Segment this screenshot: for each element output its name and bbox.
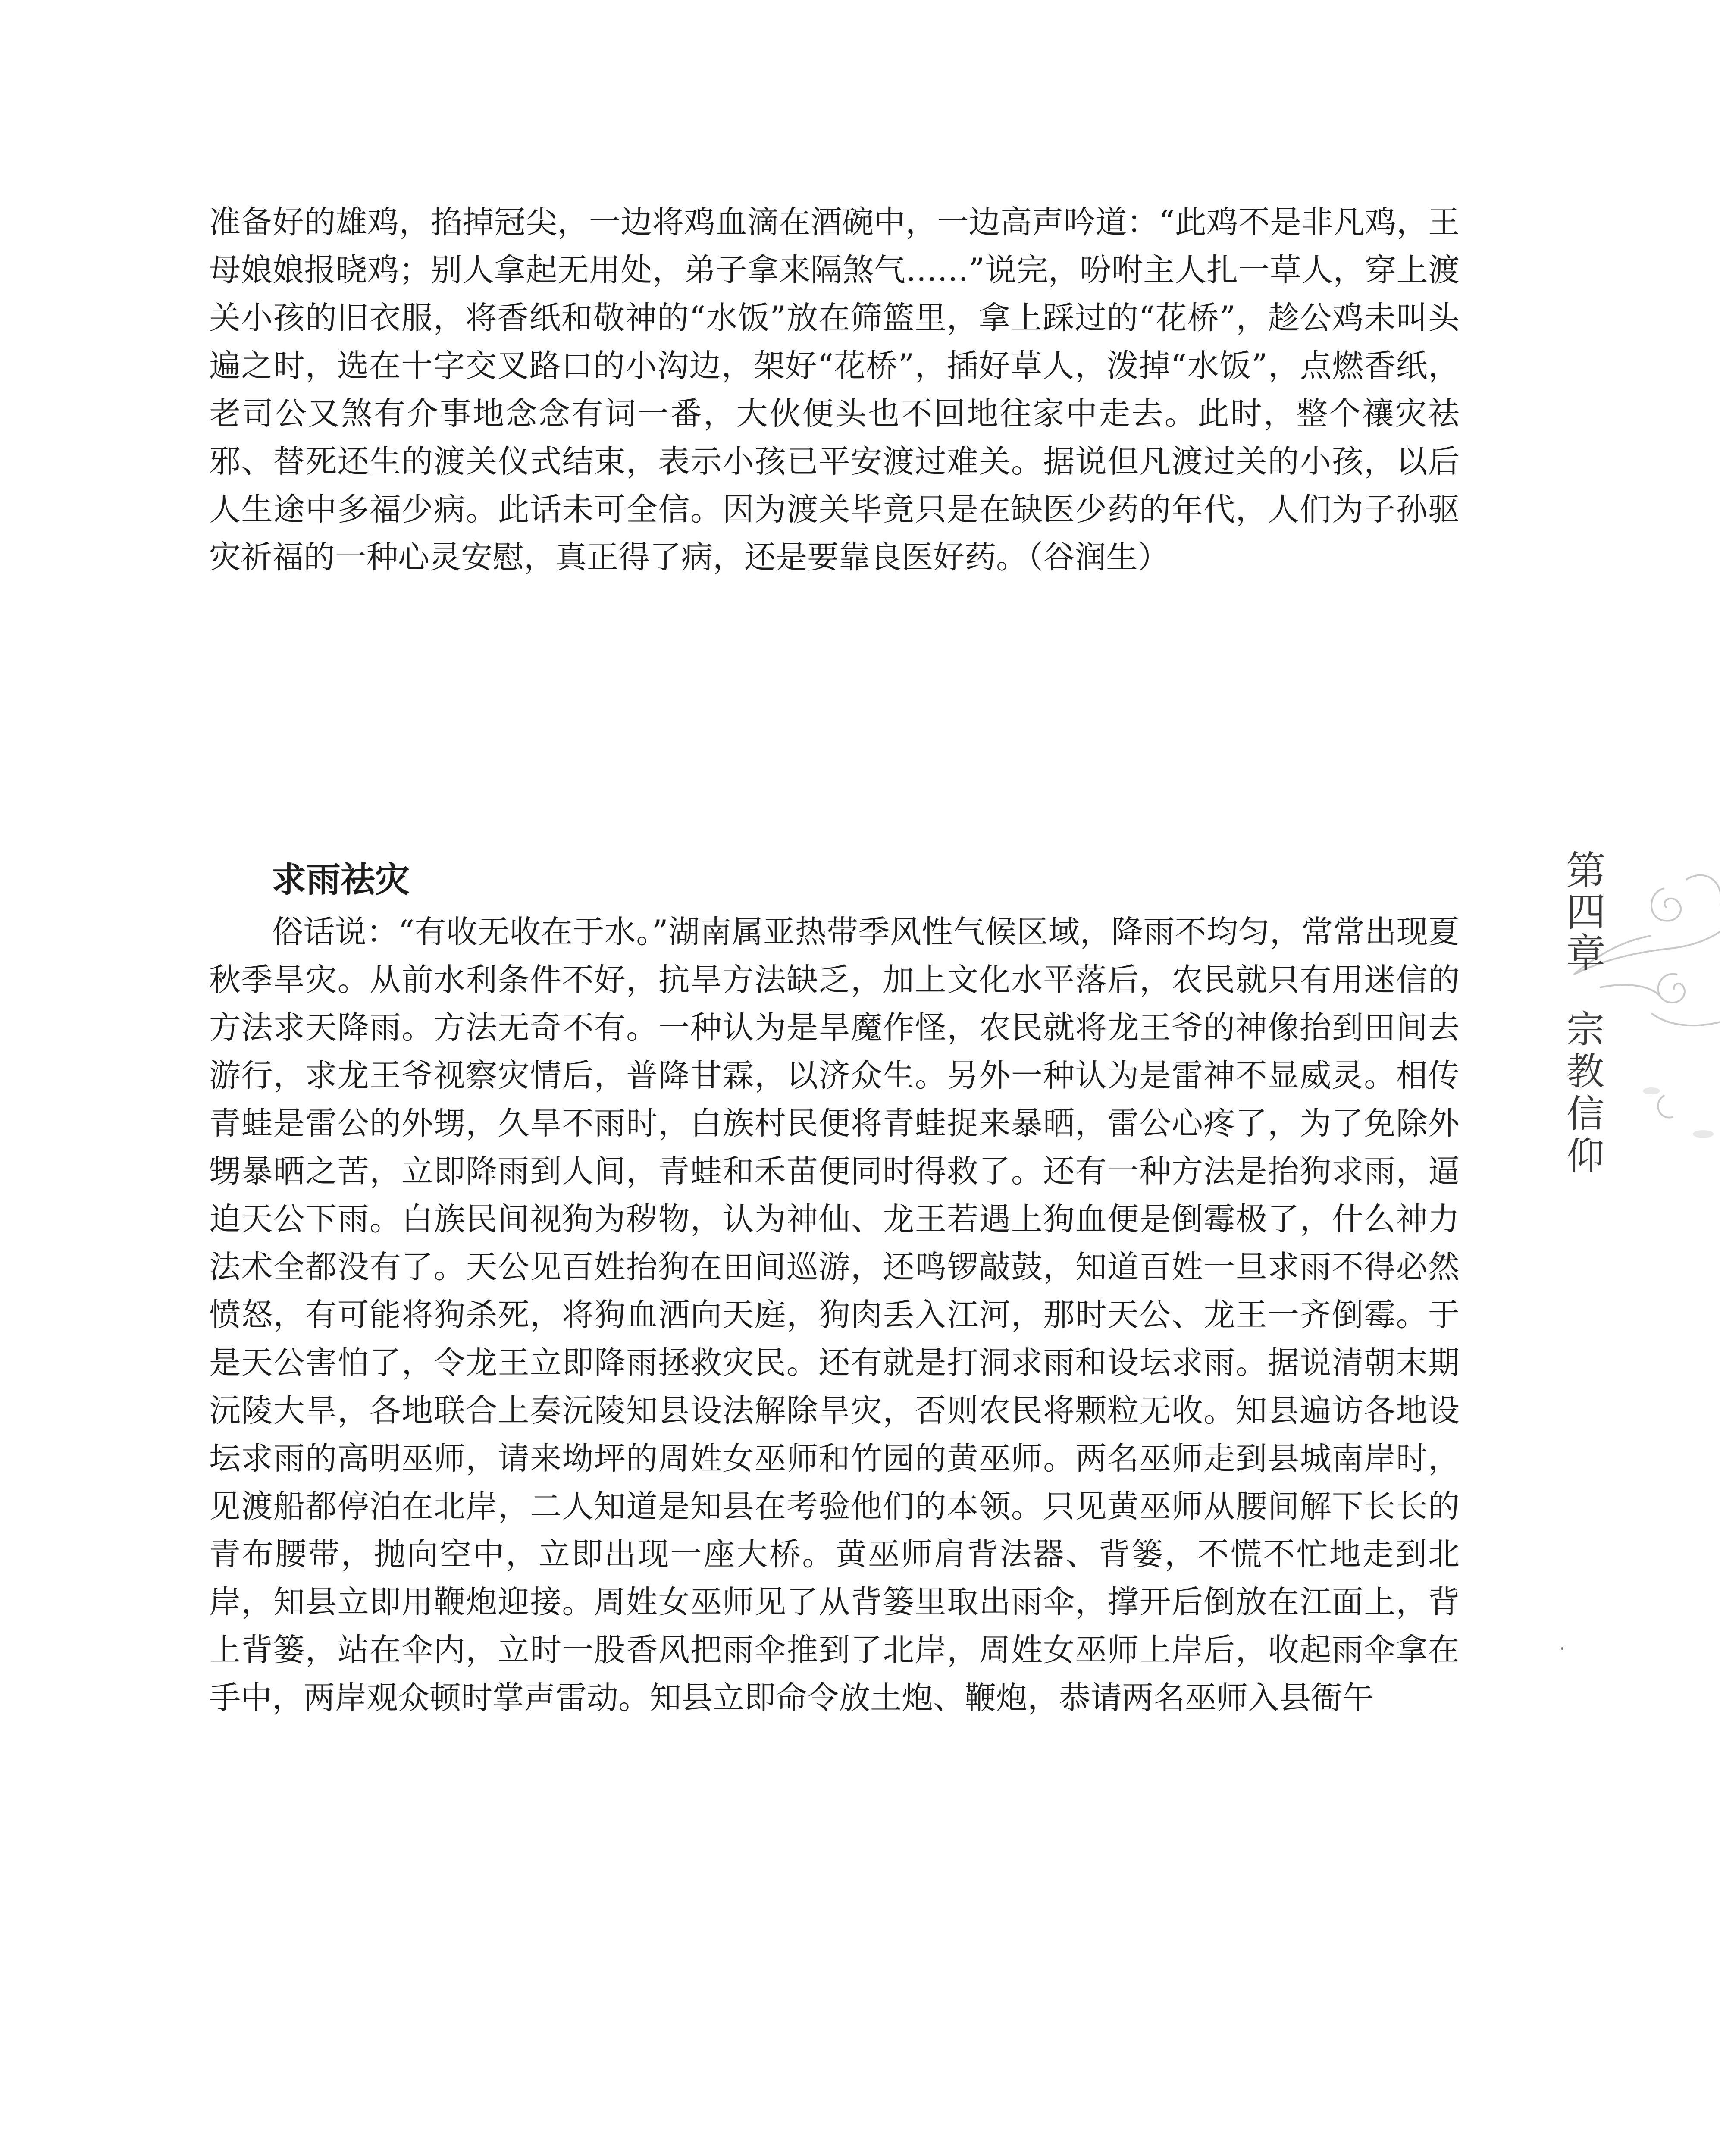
section-body-paragraph: 俗话说：“有收无收在于水。”湖南属亚热带季风性气候区域，降雨不均匀，常常出现夏秋季旱灾。从前水利条件不好，抗旱方法缺乏，加上文化水平落后，农民就只有用迷信的方法求天降雨。方法无奇不有。一种认为是旱魔作怪，农民就将龙王爷的神像抬到田间去游行，求龙王爷视察灾情后，普降甘霖，以济众生。另外一种认为是雷神不显威灵。相传青蛙是雷公的外甥，久旱不雨时，白族村民便将青蛙捉来暴晒，雷公心疼了，为了免除外甥暴晒之苦，立即降雨到人间，青蛙和禾苗便同时得救了。还有一种方法是抬狗求雨，逼迫天公下雨。白族民间视狗为秽物，认为神仙、龙王若遇上狗血便是倒霉极了，什么神力法术全都没有了。天公见百姓抬狗在田间巡游，还鸣锣敲鼓，知道百姓一旦求雨不得必然愤怒，有可能将狗杀死，将狗血洒向天庭，狗肉丢入江河，那时天公、龙王一齐倒霉。于是天公害怕了，令龙王立即降雨拯救灾民。还有就是打洞求雨和设坛求雨。据说清朝末期沅陵大旱，各地联合上奏沅陵知县设法解除旱灾，否则农民将颗粒无收。知县遍访各地设坛求雨的高明巫师，请来坳坪的周姓女巫师和竹园的黄巫师。两名巫师走到县城南岸时，见渡船都停泊在北岸，二人知道是知县在考验他们的本领。只见黄巫师从腰间解下长长的青布腰带，抛向空中，立即出现一座大桥。黄巫师肩背法器、背篓，不慌不忙地走到北岸，知县立即用鞭炮迎接。周姓女巫师见了从背篓里取出雨伞，撑开后倒放在江面上，背上背篓，站在伞内，立时一股香风把雨伞推到了北岸，周姓女巫师上岸后，收起雨伞拿在手中，两岸观众顿时掌声雷动。知县立即命令放土炮、鞭炮，恭请两名巫师入县衙午 bbox=[209, 914, 1460, 1716]
chapter-name: 宗教信仰 bbox=[1560, 1009, 1605, 1178]
section-heading: 求雨祛灾 bbox=[272, 859, 410, 900]
chapter-label: 第四章 bbox=[1560, 849, 1606, 974]
continuation-paragraph: 准备好的雄鸡，掐掉冠尖，一边将鸡血滴在酒碗中，一边高声吟道：“此鸡不是非凡鸡，王母娘娘报晓鸡；别人拿起无用处，弟子拿来隔煞气……”说完，吩咐主人扎一草人，穿上渡关小孩的旧衣服，将香纸和敬神的“水饭”放在筛篮里，拿上踩过的“花桥”，趁公鸡未叫头遍之时，选在十字交叉路口的小沟边，架好“花桥”，插好草人，泼掉“水饭”，点燃香纸，老司公又煞有介事地念念有词一番，大伙便头也不回地往家中走去。此时，整个禳灾祛邪、替死还生的渡关仪式结束，表示小孩已平安渡过难关。据说但凡渡过关的小孩，以后人生途中多福少病。此话未可全信。因为渡关毕竟只是在缺医少药的年代，人们为子孙驱灾祈福的一种心灵安慰，真正得了病，还是要靠良医好药。（谷润生） bbox=[209, 204, 1460, 576]
cloud-ornament-icon bbox=[1522, 832, 1720, 1220]
scan-speck bbox=[1561, 1647, 1563, 1650]
chapter-side-tab bbox=[1522, 832, 1720, 1220]
